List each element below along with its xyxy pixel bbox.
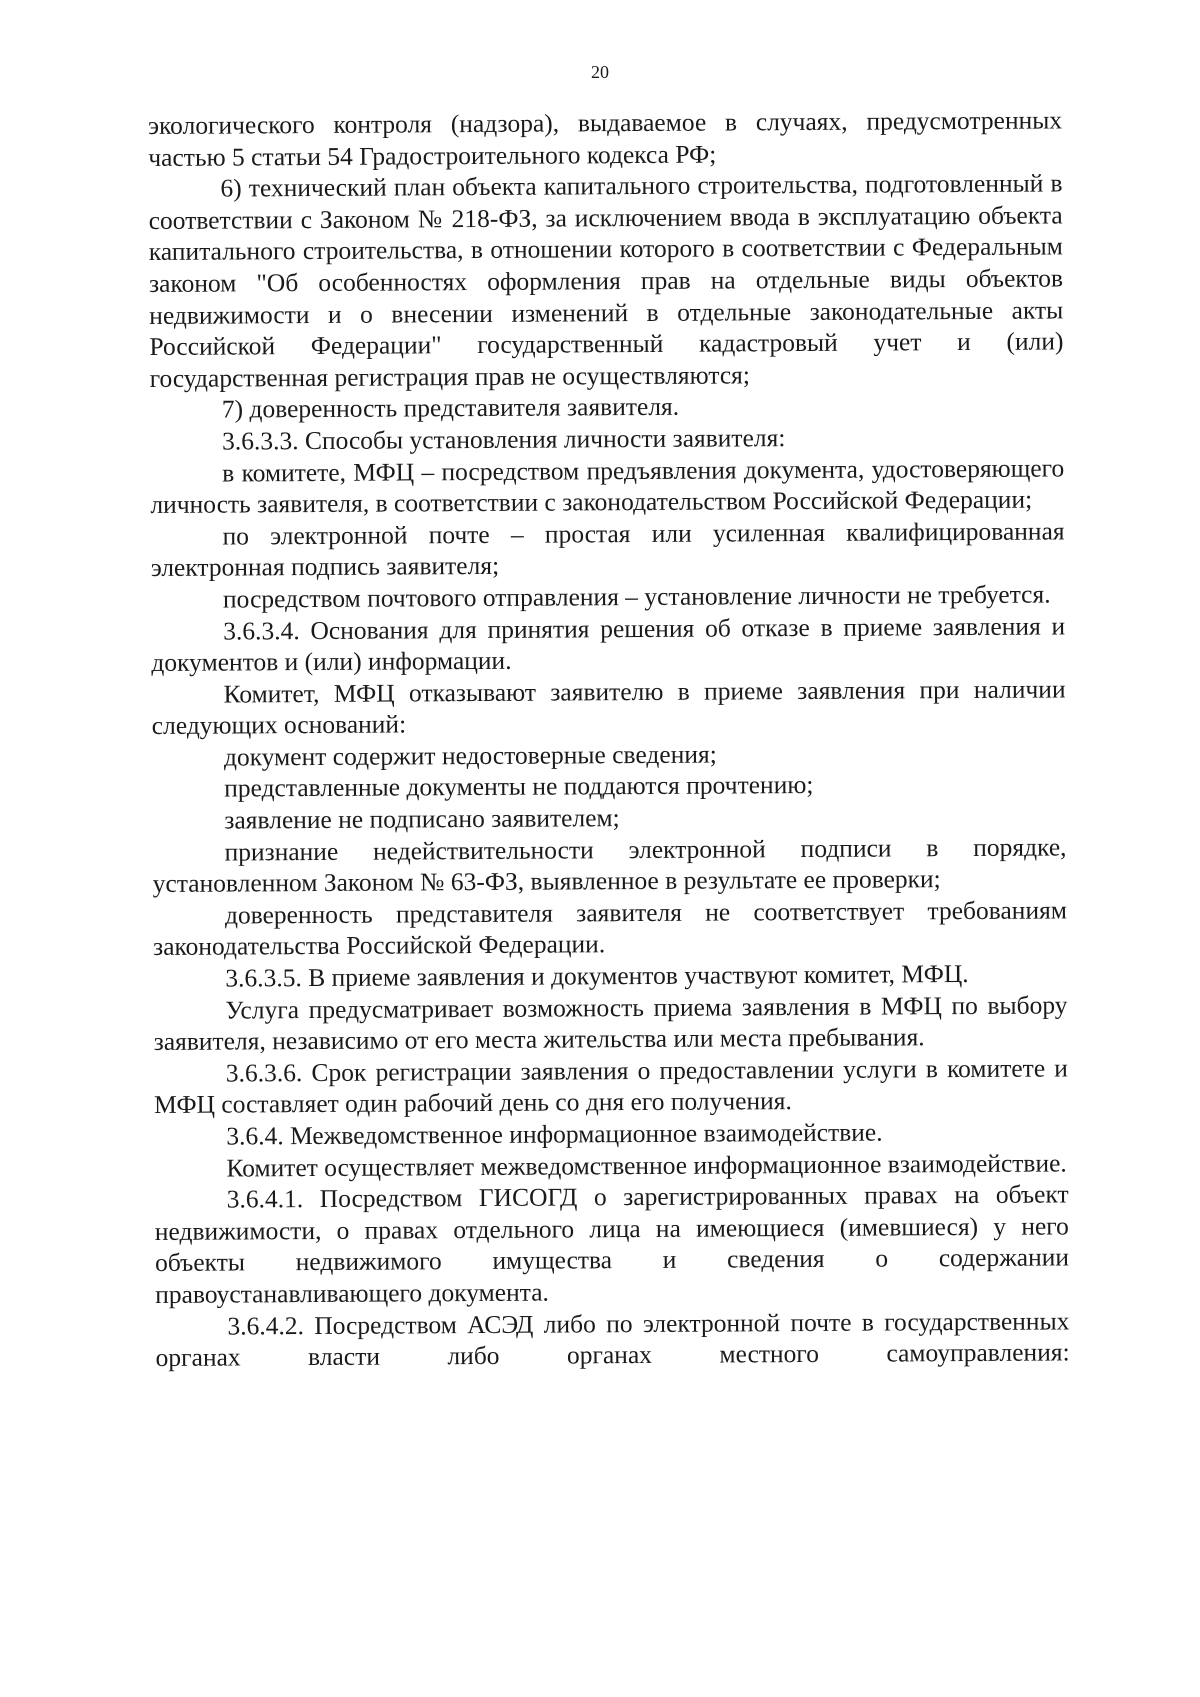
paragraph-p12: заявление не подписано заявителем; — [224, 803, 620, 835]
paragraph-p10: документ содержит недостоверные сведения; — [223, 739, 717, 772]
paragraph-p21: 3.6.4.2. Посредством АСЭД либо по электронной почте в государственных органах власти либо органах местного самоуправления: — [155, 1305, 1070, 1373]
paragraph-p17: 3.6.3.6. Срок регистрации заявления о предоставлении услуги в комитете и МФЦ составляет один рабочий день со дня его получения. — [153, 1053, 1068, 1120]
paragraph-p08: 3.6.3.4. Основания для принятия решения об отказе в приеме заявления и документов и (или) информации. — [151, 610, 1066, 678]
paragraph-p01: экологического контроля (надзора), выдаваемое в случаях, предусмотренных частью 5 статьи 54 Градостроительного кодекса РФ; — [148, 105, 1063, 172]
paragraph-p03: 7) доверенность представителя заявителя. — [221, 392, 680, 424]
paragraph-p05: в комитете, МФЦ – посредством предъявления документа, удостоверяющего личность заявителя, в соответствии с законодательством Российской Федерации; — [150, 452, 1065, 520]
paragraph-p07: посредством почтового отправления – установление личности не требуется. — [222, 579, 1051, 614]
page-number: 20 — [591, 62, 609, 82]
paragraph-p02: 6) технический план объекта капитального строительства, подготовленный в соответствии с Законом № 218-ФЗ, за исключением ввода в эксплуатацию объекта капитального строительства, в отношении которого в соответствии с Федеральным законом "Об особенностях оформления прав на отдельные виды объектов недвижимости и о внесении изменений в отдельные законодательные акты Российской Федерации" государственный кадастровый учет и (или) государственная регистрация прав не осуществляются; — [148, 168, 1064, 393]
paragraph-p18: 3.6.4. Межведомственное информационное взаимодействие. — [226, 1117, 883, 1151]
paragraph-p14: доверенность представителя заявителя не соответствует требованиям законодательства Российской Федерации. — [153, 895, 1067, 962]
paragraph-p06: по электронной почте – простая или усиленная квалифицированная электронная подпись заявителя; — [150, 516, 1065, 583]
paragraph-p13: признание недействительности электронной подписи в порядке, установленном Законом № 63-ФЗ, выявленное в результате ее проверки; — [152, 832, 1067, 899]
paragraph-p15: 3.6.3.5. В приеме заявления и документов участвуют комитет, МФЦ. — [225, 959, 969, 993]
paragraph-p11: представленные документы не поддаются прочтению; — [224, 770, 814, 804]
paragraph-p16: Услуга предусматривает возможность приема заявления в МФЦ по выбору заявителя, независимо от его места жительства или места пребывания. — [153, 990, 1068, 1057]
paragraph-p19: Комитет осуществляет межведомственное информационное взаимодействие. — [226, 1148, 1067, 1183]
document-body — [148, 104, 1070, 1373]
paragraph-p09: Комитет, МФЦ отказывают заявителю в приеме заявления при наличии следующих оснований: — [151, 674, 1066, 741]
paragraph-p04: 3.6.3.3. Способы установления личности заявителя: — [221, 423, 786, 456]
paragraph-p20: 3.6.4.1. Посредством ГИСОГД о зарегистрированных правах на объект недвижимости, о правах отдельного лица на имеющиеся (имевшиеся) у него объекты недвижимого имущества и сведения о содержании правоустанавливающего документа. — [154, 1179, 1070, 1309]
